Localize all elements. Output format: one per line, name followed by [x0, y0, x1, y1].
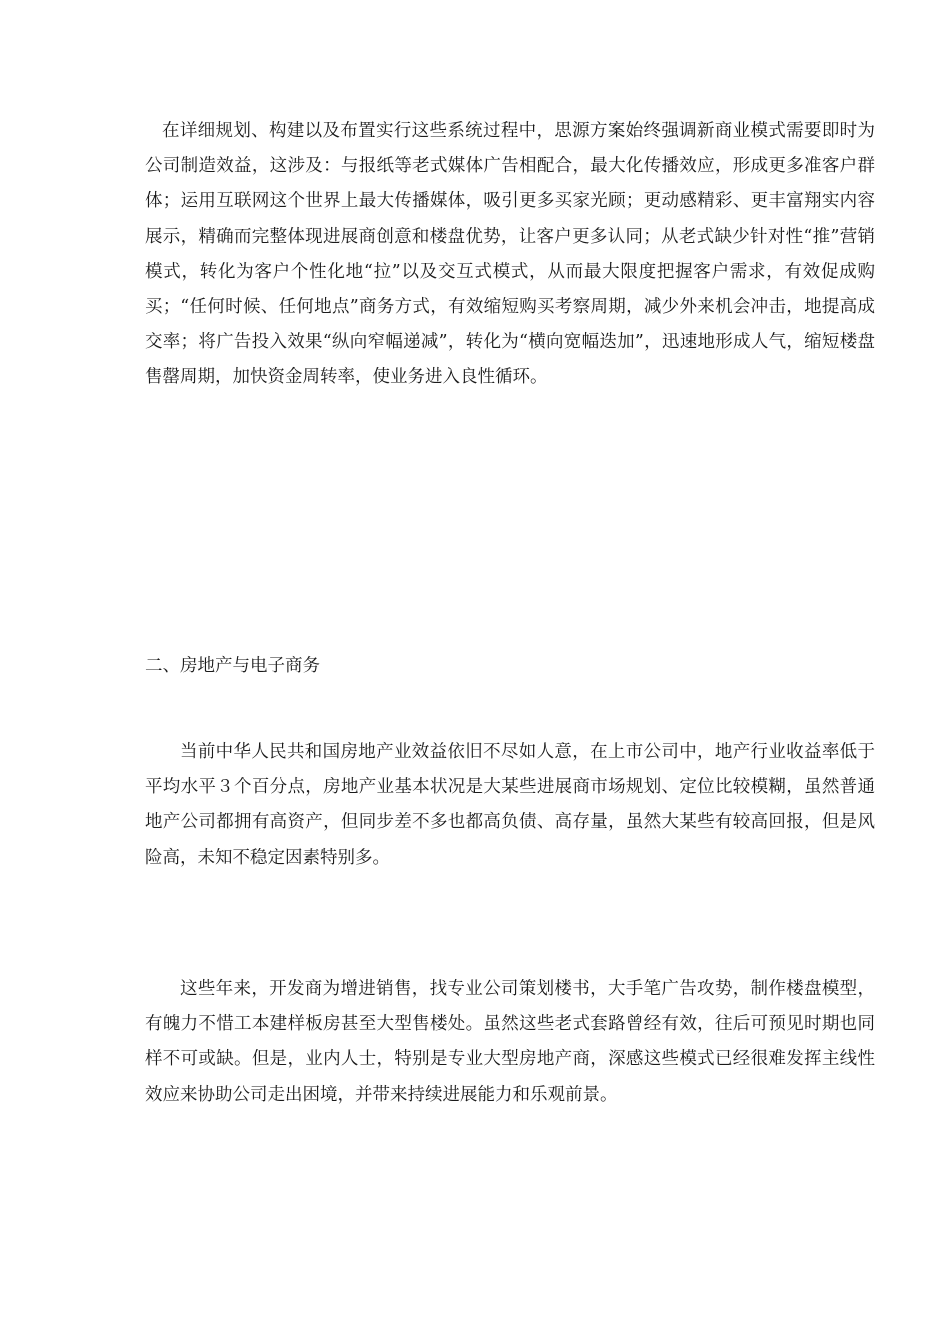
body-paragraph: 这些年来，开发商为增进销售，找专业公司策划楼书，大手笔广告攻势，制作楼盘模型，有魄力不惜工本建样板房甚至大型售楼处。虽然这些老式套路曾经有效，往后可预见时期也同样不可或缺。但是，业内人士，特别是专业大型房地产商，深感这些模式已经很难发挥主线性效应来协助公司走出困境，并带来持续进展能力和乐观前景。: [145, 979, 875, 1105]
section-heading: 二、房地产与电子商务: [145, 656, 320, 676]
body-paragraph: 在详细规划、构建以及布置实行这些系统过程中，思源方案始终强调新商业模式需要即时为公司制造效益，这涉及：与报纸等老式媒体广告相配合，最大化传播效应，形成更多准客户群体；运用互联网这个世界上最大传播媒体，吸引更多买家光顾；更动感精彩、更丰富翔实内容展示，精确而完整体现进展商创意和楼盘优势，让客户更多认同；从老式缺少针对性“推”营销模式，转化为客户个性化地“拉”以及交互式模式，从而最大限度把握客户需求，有效促成购买；“任何时候、任何地点”商务方式，有效缩短购买考察周期，减少外来机会冲击，地提高成交率；将广告投入效果“纵向窄幅递减”，转化为“横向宽幅迭加”，迅速地形成人气，缩短楼盘售罄周期，加快资金周转率，使业务进入良性循环。: [145, 121, 875, 388]
body-paragraph: 当前中华人民共和国房地产业效益依旧不尽如人意，在上市公司中，地产行业收益率低于平均水平３个百分点，房地产业基本状况是大某些进展商市场规划、定位比较模糊，虽然普通地产公司都拥有高资产，但同步差不多也都高负债、高存量，虽然大某些有较高回报，但是风险高，未知不稳定因素特别多。: [145, 742, 875, 868]
